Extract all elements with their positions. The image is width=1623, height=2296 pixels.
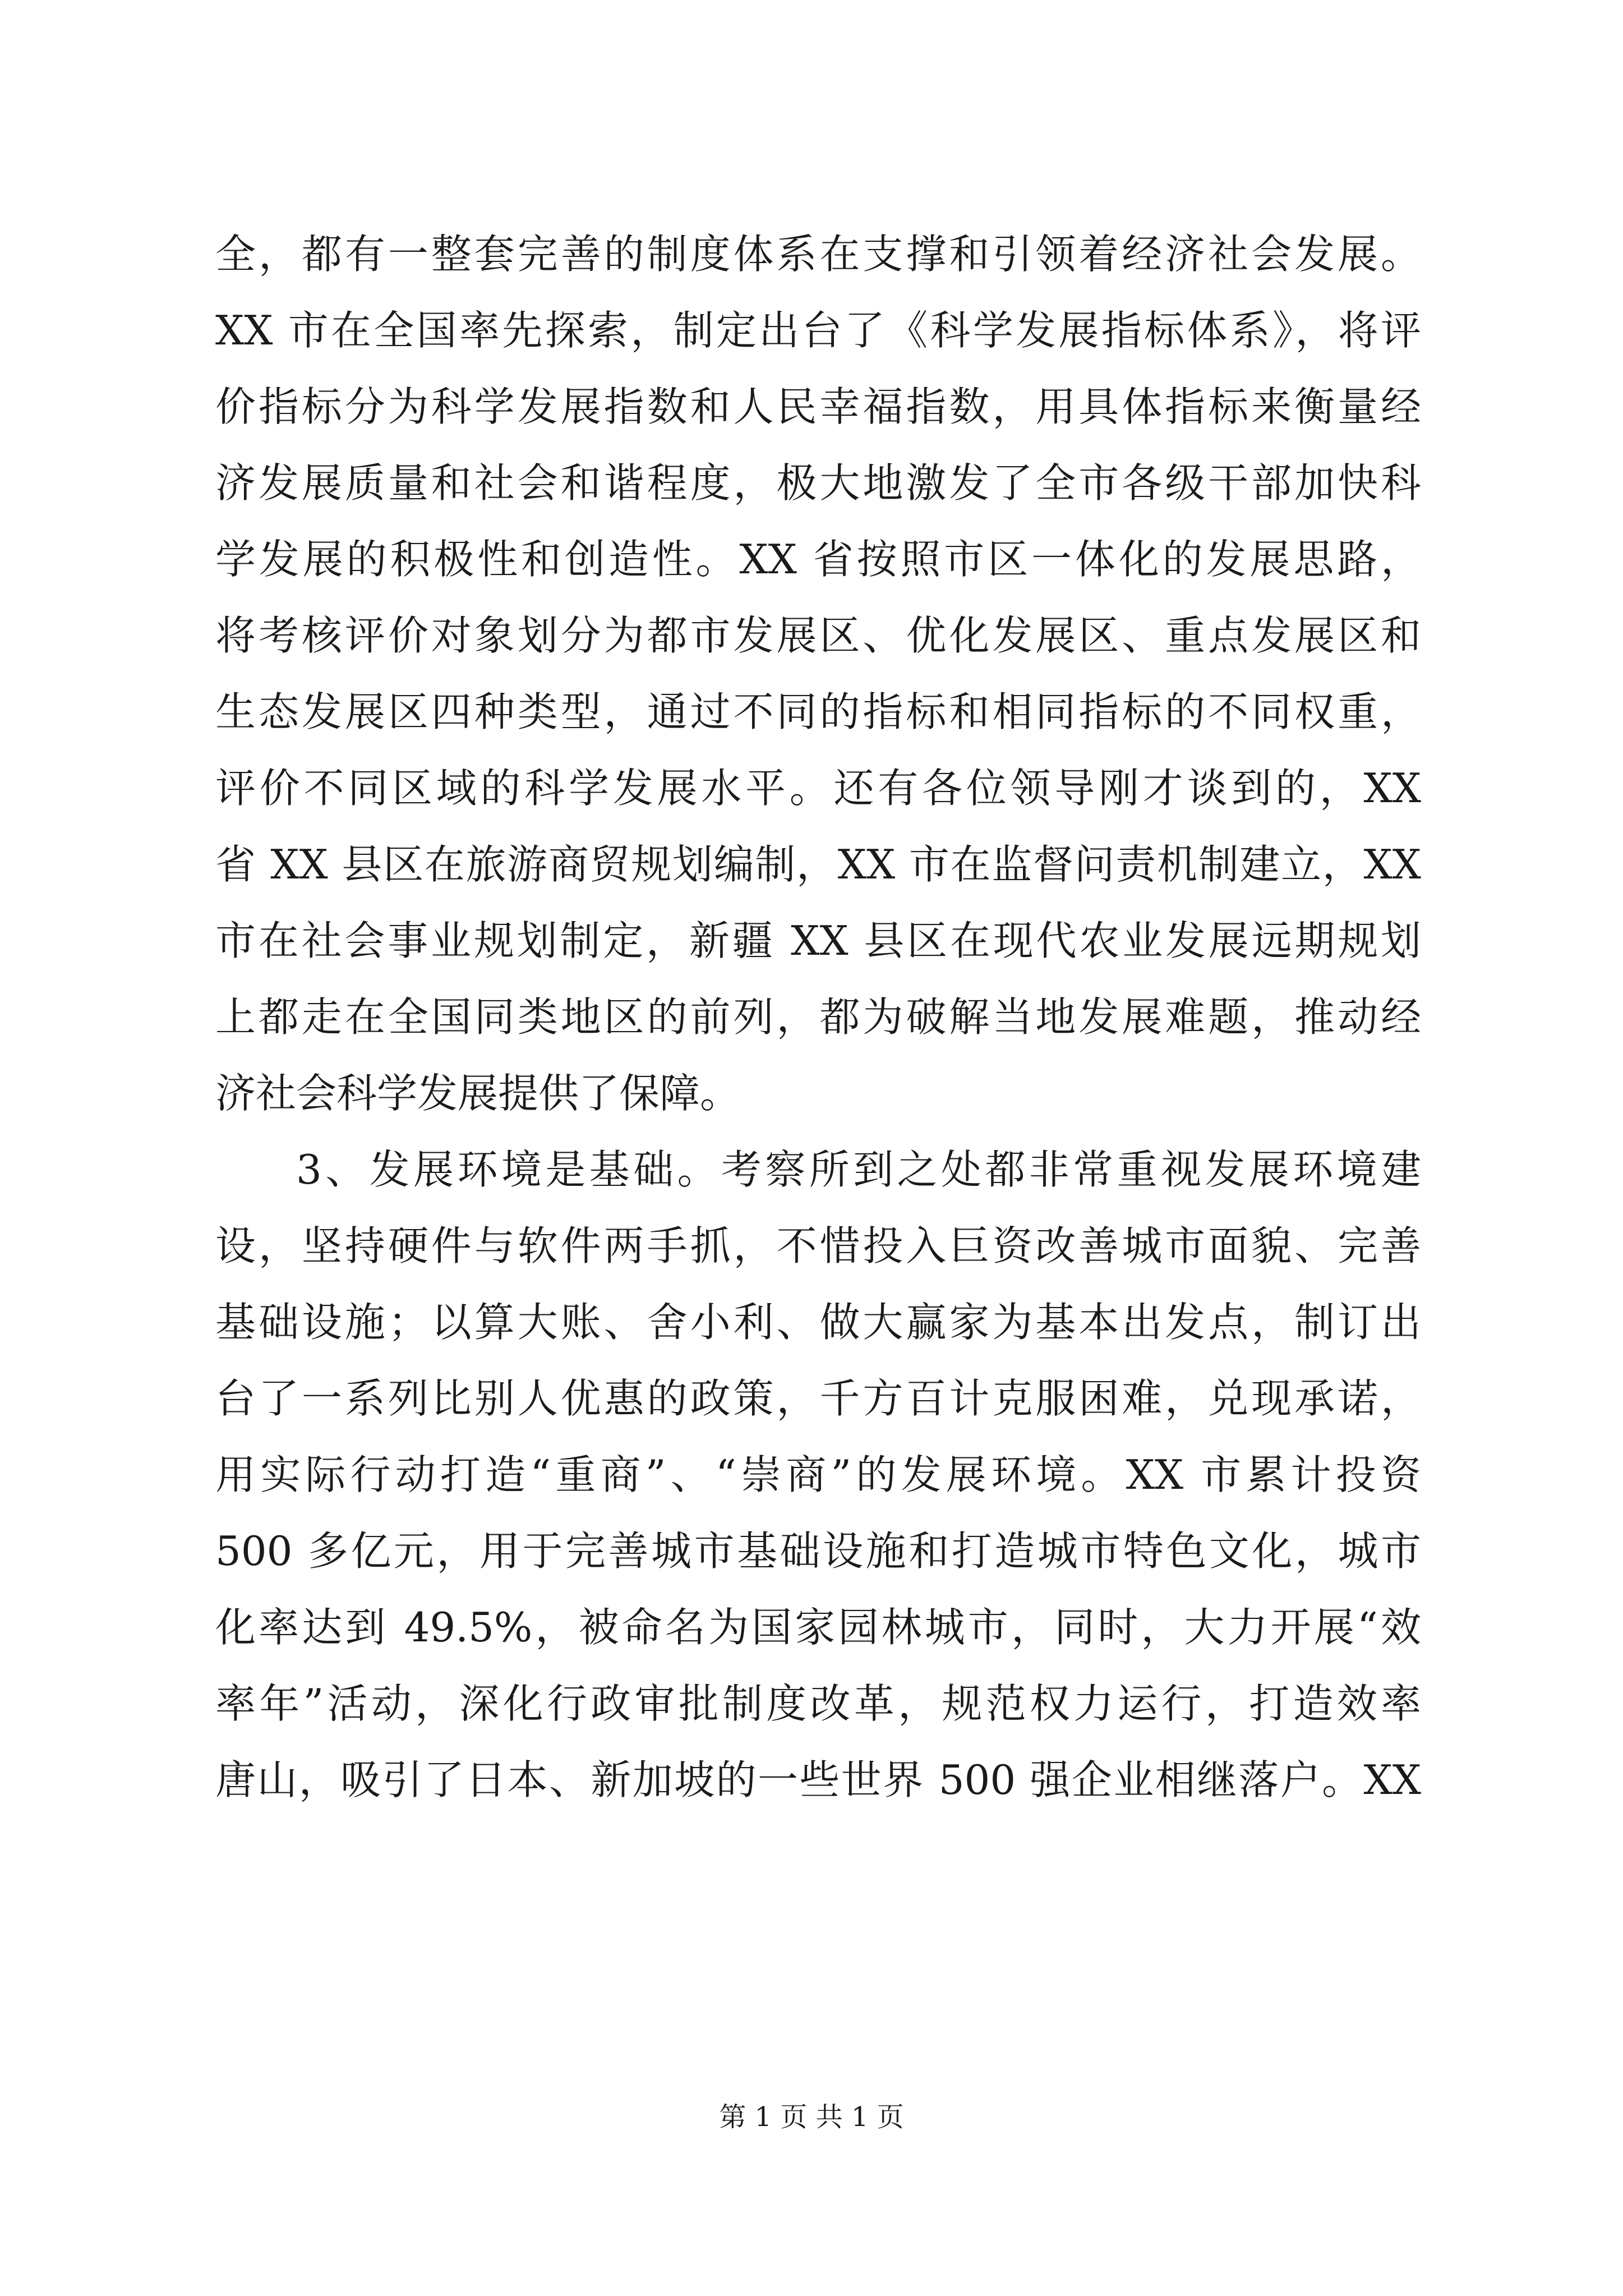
text-line: 将考核评价对象划分为都市发展区、优化发展区、重点发展区和: [215, 612, 1421, 659]
text-line: 价指标分为科学发展指数和人民幸福指数，用具体指标来衡量经: [215, 383, 1421, 430]
text-line: 基础设施；以算大账、舍小利、做大赢家为基本出发点，制订出: [215, 1299, 1421, 1346]
text-line: 500 多亿元，用于完善城市基础设施和打造城市特色文化，城市: [215, 1527, 1421, 1575]
text-line: 全，都有一整套完善的制度体系在支撑和引领着经济社会发展。: [215, 231, 1421, 278]
text-line: 设，坚持硬件与软件两手抓，不惜投入巨资改善城市面貌、完善: [215, 1222, 1421, 1269]
text-line: 济发展质量和社会和谐程度，极大地激发了全市各级干部加快科: [215, 459, 1421, 507]
paragraph-heading-line: 3、发展环境是基础。考察所到之处都非常重视发展环境建: [296, 1146, 1421, 1193]
text-line: 率年”活动，深化行政审批制度改革，规范权力运行，打造效率: [215, 1680, 1421, 1727]
text-line: 济社会科学发展提供了保障。: [215, 1070, 741, 1117]
text-line: 生态发展区四种类型，通过不同的指标和相同指标的不同权重，: [215, 688, 1421, 735]
text-line: 上都走在全国同类地区的前列，都为破解当地发展难题，推动经: [215, 993, 1421, 1041]
text-line: 评价不同区域的科学发展水平。还有各位领导刚才谈到的，XX: [215, 765, 1421, 812]
page-footer: 第 1 页 共 1 页: [719, 2101, 904, 2133]
text-line: 省 XX 县区在旅游商贸规划编制，XX 市在监督问责机制建立，XX: [215, 841, 1421, 888]
text-line: 台了一系列比别人优惠的政策，千方百计克服困难，兑现承诺，: [215, 1375, 1421, 1422]
text-line: 用实际行动打造“重商”、“崇商”的发展环境。XX 市累计投资: [215, 1451, 1421, 1498]
body-text: [215, 216, 1421, 1818]
text-line: XX 市在全国率先探索，制定出台了《科学发展指标体系》，将评: [215, 307, 1421, 354]
text-line: 化率达到 49.5%，被命名为国家园林城市，同时，大力开展“效: [215, 1604, 1421, 1651]
text-line: 唐山，吸引了日本、新加坡的一些世界 500 强企业相继落户。XX: [215, 1756, 1421, 1803]
text-line: 市在社会事业规划制定，新疆 XX 县区在现代农业发展远期规划: [215, 917, 1421, 964]
text-line: 学发展的积极性和创造性。XX 省按照市区一体化的发展思路，: [215, 536, 1421, 583]
